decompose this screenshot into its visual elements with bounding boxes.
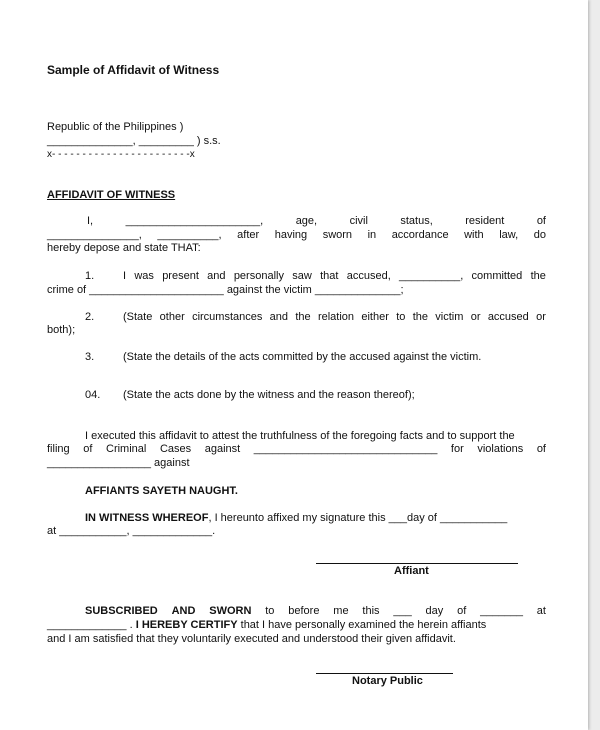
item-word: committed — [471, 270, 523, 282]
notary-label: Notary Public — [352, 675, 423, 687]
intro-word: accordance — [391, 229, 449, 241]
venue-line-3: x- - - - - - - - - - - - - - - - - - - - - - -x — [47, 149, 195, 160]
subscribed-word: ___ — [393, 605, 412, 617]
item-word: or — [536, 311, 546, 323]
item-word: circumstances — [192, 311, 263, 323]
intro-word: do — [533, 229, 546, 241]
subscribed-word: day — [425, 605, 444, 617]
execution-line-2 — [47, 443, 546, 456]
item-word: was — [134, 270, 154, 282]
affiant-label: Affiant — [394, 565, 429, 577]
venue-line-2: ______________, _________ ) s.s. — [47, 135, 221, 147]
venue-line-1: Republic of the Philippines ) — [47, 121, 184, 133]
item-word: accused — [487, 311, 529, 323]
section-heading: AFFIDAVIT OF WITNESS — [47, 189, 176, 201]
item-word: I — [123, 270, 127, 282]
subscribed-word: to — [265, 605, 275, 617]
intro-line-3: hereby depose and state THAT: — [47, 242, 201, 254]
naught-statement: AFFIANTS SAYETH NAUGHT. — [85, 485, 238, 497]
item-4-text: (State the acts done by the witness and the reason thereof); — [123, 389, 415, 401]
subscribed-line-2 — [47, 619, 486, 632]
intro-word: sworn — [322, 229, 353, 241]
item-word: or — [470, 311, 481, 323]
subscribed-word: AND — [171, 605, 196, 617]
item-word: the — [412, 311, 428, 323]
intro-word: after — [237, 229, 260, 241]
affiant-signature-line — [316, 563, 518, 564]
intro-word: civil — [349, 215, 368, 227]
item-1-line-1 — [123, 270, 546, 283]
intro-word: of — [536, 215, 546, 227]
intro-line-1 — [87, 215, 546, 228]
item-3-text: (State the details of the acts committed by the accused against the victim. — [123, 351, 482, 363]
intro-word: ______________________, — [125, 215, 264, 227]
certify-bold: I HEREBY CERTIFY — [135, 619, 238, 631]
intro-word: age, — [295, 215, 318, 227]
item-3-number: 3. — [85, 351, 95, 363]
item-2-number: 2. — [85, 311, 95, 323]
witness-line-1 — [85, 512, 507, 525]
intro-word: __________, — [157, 229, 222, 241]
subscribed-line-1 — [85, 605, 546, 618]
item-word: present — [162, 270, 199, 282]
item-word: that — [320, 270, 339, 282]
subscribed-word: me — [333, 605, 349, 617]
item-word: to — [396, 311, 406, 323]
subscribed-word: at — [536, 605, 546, 617]
subscribed-blank: _____________ . — [47, 619, 136, 631]
subscribed-line-3: and I am satisfied that they voluntarily executed and understood their given affidavit. — [47, 633, 456, 645]
execution-word: Criminal — [106, 443, 147, 455]
item-word: relation — [317, 311, 355, 323]
subscribed-word: SUBSCRIBED — [85, 605, 158, 617]
subscribed-word: of — [457, 605, 467, 617]
intro-word: having — [274, 229, 308, 241]
item-1-number: 1. — [85, 270, 95, 282]
execution-word: ______________________________ — [253, 443, 438, 455]
execution-word: of — [536, 443, 546, 455]
item-word: other — [159, 311, 185, 323]
witness-line-2: at ___________, _____________. — [47, 525, 216, 537]
intro-word: resident — [465, 215, 505, 227]
item-word: (State — [123, 311, 153, 323]
item-word: and — [207, 270, 226, 282]
certify-rest: that I have personally examined the herein affiants — [237, 619, 487, 631]
item-4-number: 04. — [85, 389, 101, 401]
witness-bold: IN WITNESS WHEREOF — [85, 512, 209, 524]
intro-word: I, — [87, 215, 94, 227]
execution-word: violations — [477, 443, 524, 455]
execution-word: for — [450, 443, 464, 455]
item-word: and — [269, 311, 289, 323]
execution-line-3: _________________ against — [47, 457, 190, 469]
subscribed-word: SWORN — [209, 605, 252, 617]
execution-line-1: I executed this affidavit to attest the truthfulness of the foregoing facts and to support the — [85, 430, 515, 442]
item-1-line-2: crime of ______________________ against the victim ______________; — [47, 284, 404, 296]
intro-word: status, — [400, 215, 433, 227]
execution-word: against — [204, 443, 241, 455]
execution-word: filing — [47, 443, 70, 455]
item-word: the — [295, 311, 311, 323]
intro-word: in — [367, 229, 377, 241]
intro-word: _______________, — [47, 229, 142, 241]
item-word: victim — [435, 311, 464, 323]
notary-signature-line — [316, 673, 453, 674]
item-word: the — [530, 270, 546, 282]
page-title: Sample of Affidavit of Witness — [47, 63, 220, 77]
intro-line-2 — [47, 229, 546, 242]
subscribed-word: before — [288, 605, 320, 617]
subscribed-word: this — [362, 605, 380, 617]
item-word: personally — [233, 270, 284, 282]
item-word: either — [361, 311, 389, 323]
item-word: accused, — [346, 270, 391, 282]
item-word: __________, — [399, 270, 464, 282]
execution-word: Cases — [159, 443, 192, 455]
execution-word: of — [83, 443, 93, 455]
subscribed-word: _______ — [480, 605, 523, 617]
item-2-line-1 — [123, 311, 546, 324]
intro-word: law, — [499, 229, 519, 241]
intro-word: with — [464, 229, 484, 241]
item-2-line-2: both); — [47, 324, 76, 336]
witness-rest: , I hereunto affixed my signature this ___day of ___________ — [208, 512, 508, 524]
item-word: saw — [292, 270, 312, 282]
